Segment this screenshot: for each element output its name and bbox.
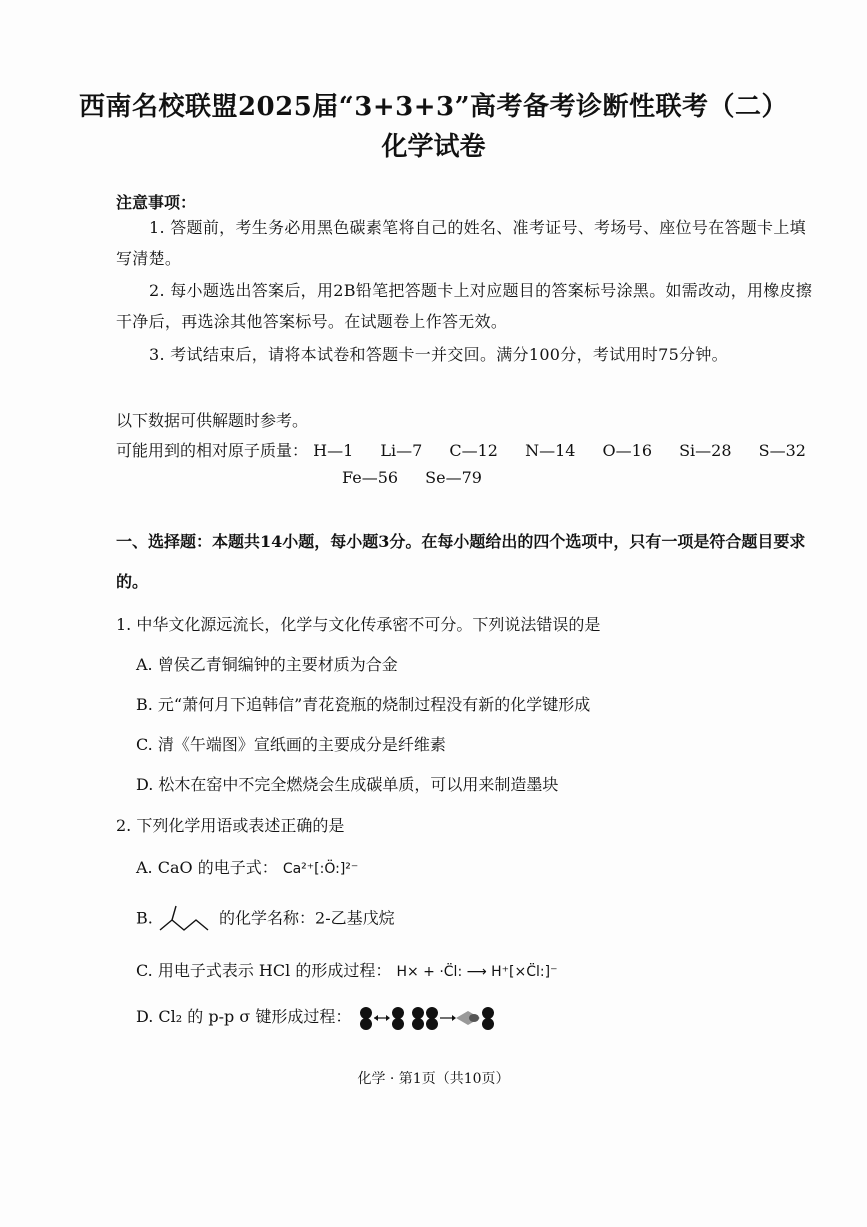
section-1-heading: 一、选择题：本题共14小题，每小题3分。在每小题给出的四个选项中，只有一项是符合题目要求的。 <box>116 532 806 591</box>
notice-item-2: 2. 每小题选出答案后，用2B铅笔把答题卡上对应题目的答案标号涂黑。如需改动，用橡皮擦干净后，再选涂其他答案标号。在试题卷上作答无效。 <box>116 281 813 331</box>
question-1-option-b: B. 元“萧何月下追韩信”青花瓷瓶的烧制过程没有新的化学键形成 <box>136 695 591 714</box>
question-1-option-c: C. 清《午端图》宣纸画的主要成分是纤维素 <box>136 735 446 754</box>
option-b-text: 的化学名称：2-乙基戊烷 <box>219 908 395 928</box>
page-footer: 化学 · 第1页（共10页） <box>357 1071 510 1087</box>
mass-n: N—14 <box>525 441 576 460</box>
option-a-text: A. CaO 的电子式： <box>136 858 278 877</box>
mass-fe: Fe—56 <box>342 468 399 487</box>
question-1-option-d: D. 松木在窑中不完全燃烧会生成碳单质，可以用来制造墨块 <box>136 775 559 794</box>
notice-item-1: 1. 答题前，考生务必用黑色碳素笔将自己的姓名、准考证号、考场号、座位号在答题卡上填写清楚。 <box>116 218 806 268</box>
p-orbital-overlap-icon <box>356 1005 506 1031</box>
option-c-text: C. 用电子式表示 HCl 的形成过程： <box>136 961 392 980</box>
notice-item-3: 3. 考试结束后，请将本试卷和答题卡一并交回。满分100分，考试用时75分钟。 <box>149 345 728 364</box>
exam-title: 西南名校联盟2025届“3+3+3”高考备考诊断性联考（二） <box>78 92 789 122</box>
atomic-mass-label: 可能用到的相对原子质量： <box>116 441 309 460</box>
skeletal-formula-icon <box>158 902 214 936</box>
mass-o: O—16 <box>602 441 652 460</box>
cao-electron-formula: Ca²⁺[:Ö:]²⁻ <box>282 861 359 877</box>
question-2-option-c <box>136 958 557 981</box>
question-1-option-a: A. 曾侯乙青铜编钟的主要材质为合金 <box>136 655 398 674</box>
mass-si: Si—28 <box>679 441 732 460</box>
atomic-mass-row-2 <box>342 468 504 487</box>
mass-se: Se—79 <box>425 468 482 487</box>
mass-h: H—1 <box>313 441 354 460</box>
atomic-mass-row-1 <box>116 438 828 461</box>
mass-s: S—32 <box>758 441 806 460</box>
question-2-option-a <box>136 855 358 878</box>
question-2-option-b <box>136 902 395 936</box>
notice-heading: 注意事项： <box>116 193 197 212</box>
reference-intro: 以下数据可供解题时参考。 <box>116 411 309 430</box>
exam-subtitle: 化学试卷 <box>381 132 486 162</box>
question-2-stem: 2. 下列化学用语或表述正确的是 <box>116 816 345 835</box>
mass-c: C—12 <box>449 441 498 460</box>
question-2-option-d <box>136 1004 506 1031</box>
hcl-formation-formula: H× + ·C̈l: ⟶ H⁺[×C̈l:]⁻ <box>396 964 558 980</box>
question-1-stem: 1. 中华文化源远流长，化学与文化传承密不可分。下列说法错误的是 <box>116 615 601 634</box>
option-b-label: B. <box>136 908 153 928</box>
mass-li: Li—7 <box>380 441 423 460</box>
option-d-text: D. Cl₂ 的 p-p σ 键形成过程： <box>136 1007 352 1026</box>
